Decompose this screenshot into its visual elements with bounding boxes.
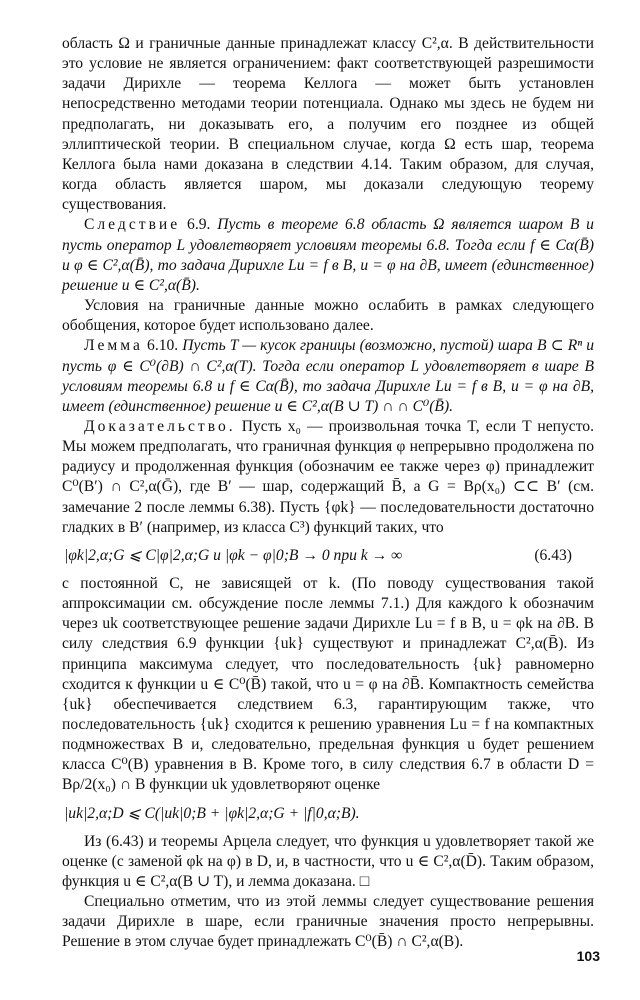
- paragraph-conclusion: Из (6.43) и теоремы Арцела следует, что функция u удовлетворяет такой же оценке (с заменой φk на φ) в D, и, в частности, что u ∈ C²,α(D̄). Таким образом, функция u ∈ C²,α(B ∪ T), и лемма доказана. □: [62, 832, 594, 890]
- paragraph-remark: Специально отметим, что из этой леммы следует существование решения задачи Дирихле в шаре, если граничные значения просто непрерывны. Решение в этом случае будет принадлежать C⁰(B̄) ∩ C²,α(B).: [62, 893, 594, 951]
- corollary-number: 6.9.: [187, 216, 211, 234]
- proof-paragraph: [62, 417, 594, 538]
- equation-estimate-body: |uk|2,α;D ⩽ C(|uk|0;B + |φk|2,α;G + |f|0,α;B).: [64, 804, 360, 822]
- lemma-6-10: [62, 336, 594, 417]
- lemma-number: 6.10.: [147, 337, 179, 355]
- page-number: 103: [576, 948, 600, 964]
- paragraph-approximation: с постоянной C, не зависящей от k. (По поводу существования такой аппроксимации см. обсуждение после леммы 7.1.) Для каждого k обозначим через uk соответствующее решение задачи Дирихле Lu = f в B, u = φk на ∂B. В силу следствия 6.9 функции {uk} существуют и принадлежат C²,α(B̄). Из принципа максимума следует, что последовательность {uk} равномерно сходится к функции u ∈ C⁰(B̄) такой, что u = φ на ∂B̄. Компактность семейства {uk} обеспечивается следствием 6.3, гарантирующим также, что последовательность {uk} сходится к решению уравнения Lu = f на компактных подмножествах B и, следовательно, предельная функция u будет решением класса C⁰(B) уравнения в B. Кроме того, в силу следствия 6.7 в области D = Bρ/2(x₀) ∩ B функции uk удовлетворяют оценке: [62, 574, 594, 794]
- proof-label: Доказательство.: [84, 417, 236, 435]
- proof-text: Пусть x₀ — произвольная точка T, если T непусто. Мы можем предполагать, что граничная функция φ непрерывно продолжена по радиусу и продолженная функция (обозначим ее также через φ) принадлежит C⁰(B′) ∩ C²,α(Ḡ), где B′ — шар, содержащий B̄, а G = Bρ(x₀) ⊂⊂ B′ (см. замечание 2 после леммы 6.38). Пусть {φk} — последовательности достаточно гладких в B′ (например, из класса C³) функций таких, что: [62, 417, 594, 536]
- lemma-label: Лемма: [84, 337, 143, 355]
- corollary-label: Следствие: [84, 216, 181, 234]
- equation-6-43: [62, 546, 594, 566]
- lemma-text: Пусть T — кусок границы (возможно, пустой) шара B ⊂ Rⁿ и пусть φ ∈ C⁰(∂B) ∩ C²,α(T). Тогда если оператор L удовлетворяет в шаре B условиям теоремы 6.8 и f ∈ Cα(B̄), то задача Дирихле Lu = f в B, u = φ на ∂B, имеет (единственное) решение u ∈ C²,α(B ∪ T) ∩ ∩ C⁰(B̄).: [62, 337, 594, 415]
- equation-estimate: [62, 804, 594, 824]
- equation-6-43-body: |φk|2,α;G ⩽ C|φ|2,α;G и |φk − φ|0;B → 0 при k → ∞: [64, 546, 403, 564]
- equation-number: (6.43): [534, 546, 572, 564]
- paragraph-intro: область Ω и граничные данные принадлежат классу C²,α. В действительности это условие не является ограничением: факт соответствующей разрешимости задачи Дирихле — теорема Келлога — может быть установлен непосредственно методами теории потенциала. Однако мы здесь не будем ни предполагать, ни доказывать его, а получим его позднее из общей эллиптической теории. В специальном случае, когда Ω есть шар, теорема Келлога была нами доказана в следствии 4.14. Таким образом, для случая, когда область является шаром, мы доказали следующую теорему существования.: [62, 35, 594, 214]
- corollary-text: Пусть в теореме 6.8 область Ω является шаром B и пусть оператор L удовлетворяет условиям теоремы 6.8. Тогда если f ∈ Cα(B̄) и φ ∈ C²,α(B̄), то задача Дирихле Lu = f в B, u = φ на ∂B, имеет (единственное) решение u ∈ C²,α(B̄).: [62, 216, 594, 294]
- corollary-6-9: [62, 215, 594, 296]
- paragraph-boundary-conditions: Условия на граничные данные можно ослабить в рамках следующего обобщения, которое будет использовано далее.: [62, 297, 594, 335]
